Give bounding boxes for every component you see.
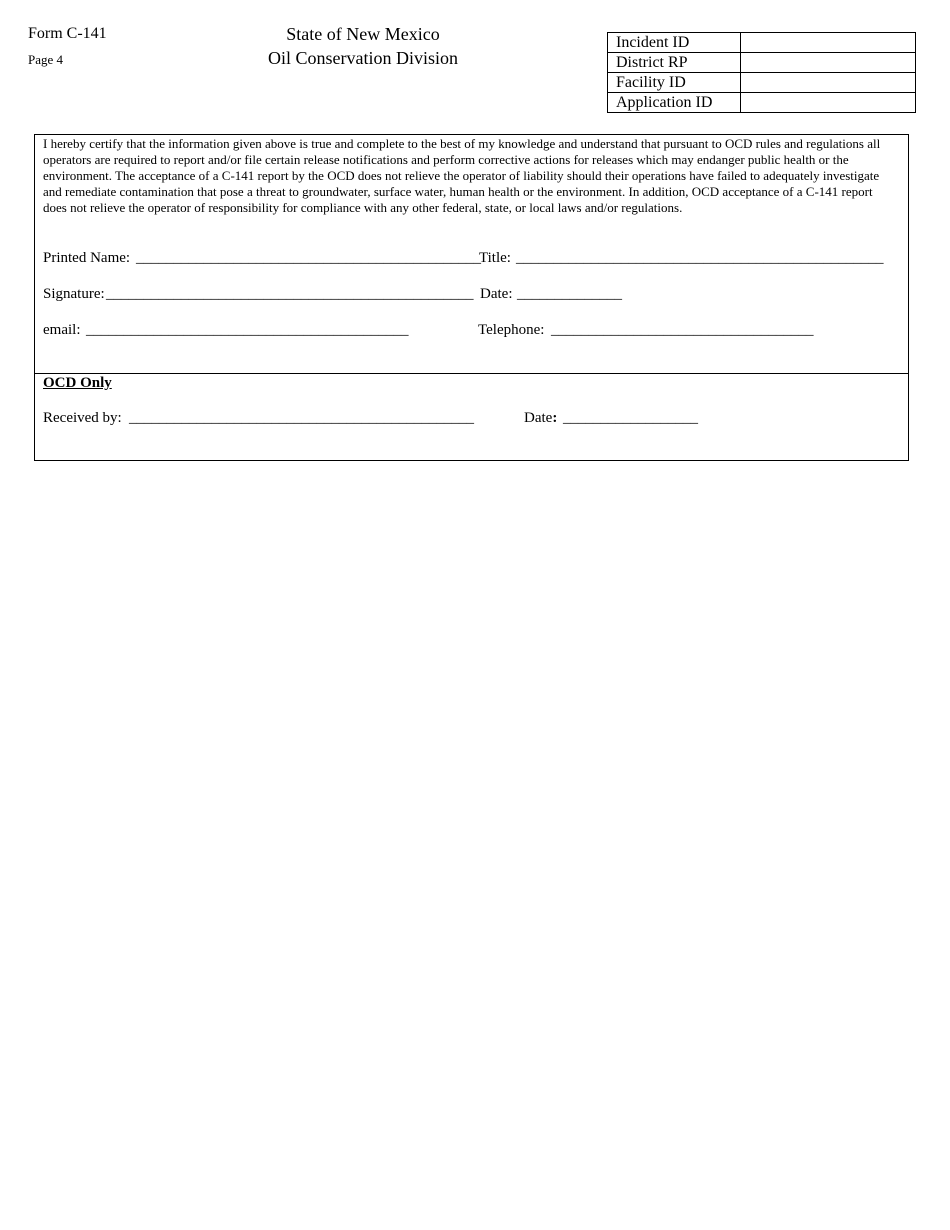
title-label: Title: <box>479 250 511 266</box>
telephone-label: Telephone: <box>478 322 545 338</box>
ocd-date-colon: : <box>552 410 558 426</box>
printed-name-label: Printed Name: <box>43 250 131 266</box>
id-row-facility <box>608 73 916 93</box>
ocd-date-line[interactable]: __________________ <box>563 410 698 426</box>
email-label: email: <box>43 322 81 338</box>
date-line[interactable]: ______________ <box>517 286 622 302</box>
telephone-line[interactable]: ___________________________________ <box>551 322 814 338</box>
district-rp-label: District RP <box>608 53 741 73</box>
title-line[interactable]: _________________________________________________ <box>516 250 884 266</box>
facility-id-field[interactable] <box>741 73 916 93</box>
agency-division: Oil Conservation Division <box>268 48 458 68</box>
district-rp-field[interactable] <box>741 53 916 73</box>
certification-statement: I hereby certify that the information given above is true and complete to the best of my knowledge and understand that pursuant to OCD rules and regulations all operators are required to report and/or file certain release notifications and perform corrective actions for releases which may endanger public health or the environment. The acceptance of a C-141 report by the OCD does not relieve the operator of liability should their operations have failed to adequately investigate and remediate contamination that pose a threat to groundwater, surface water, human health or the environment. In addition, OCD acceptance of a C-141 report does not relieve the operator of responsibility for compliance with any other federal, state, or local laws and/or regulations. <box>43 136 881 215</box>
id-row-district <box>608 53 916 73</box>
application-id-label: Application ID <box>608 93 741 113</box>
id-row-application <box>608 93 916 113</box>
application-id-field[interactable] <box>741 93 916 113</box>
id-table <box>607 32 916 113</box>
signature-line[interactable]: _________________________________________________ <box>106 286 474 302</box>
facility-id-label: Facility ID <box>608 73 741 93</box>
page-number: Page 4 <box>28 52 64 67</box>
agency-state: State of New Mexico <box>286 24 440 44</box>
received-by-line[interactable]: ______________________________________________ <box>129 410 474 426</box>
ocd-date-text: Date <box>524 410 553 426</box>
ocd-date-label <box>524 409 557 427</box>
form-number: Form C-141 <box>28 25 107 42</box>
signature-label: Signature: <box>43 286 105 302</box>
received-by-label: Received by: <box>43 410 122 426</box>
incident-id-label: Incident ID <box>608 33 741 53</box>
email-line[interactable]: ___________________________________________ <box>86 322 409 338</box>
printed-name-line[interactable]: ______________________________________________ <box>136 250 481 266</box>
incident-id-field[interactable] <box>741 33 916 53</box>
date-label: Date: <box>480 286 513 302</box>
ocd-only-heading: OCD Only <box>43 375 112 391</box>
id-row-incident <box>608 33 916 53</box>
